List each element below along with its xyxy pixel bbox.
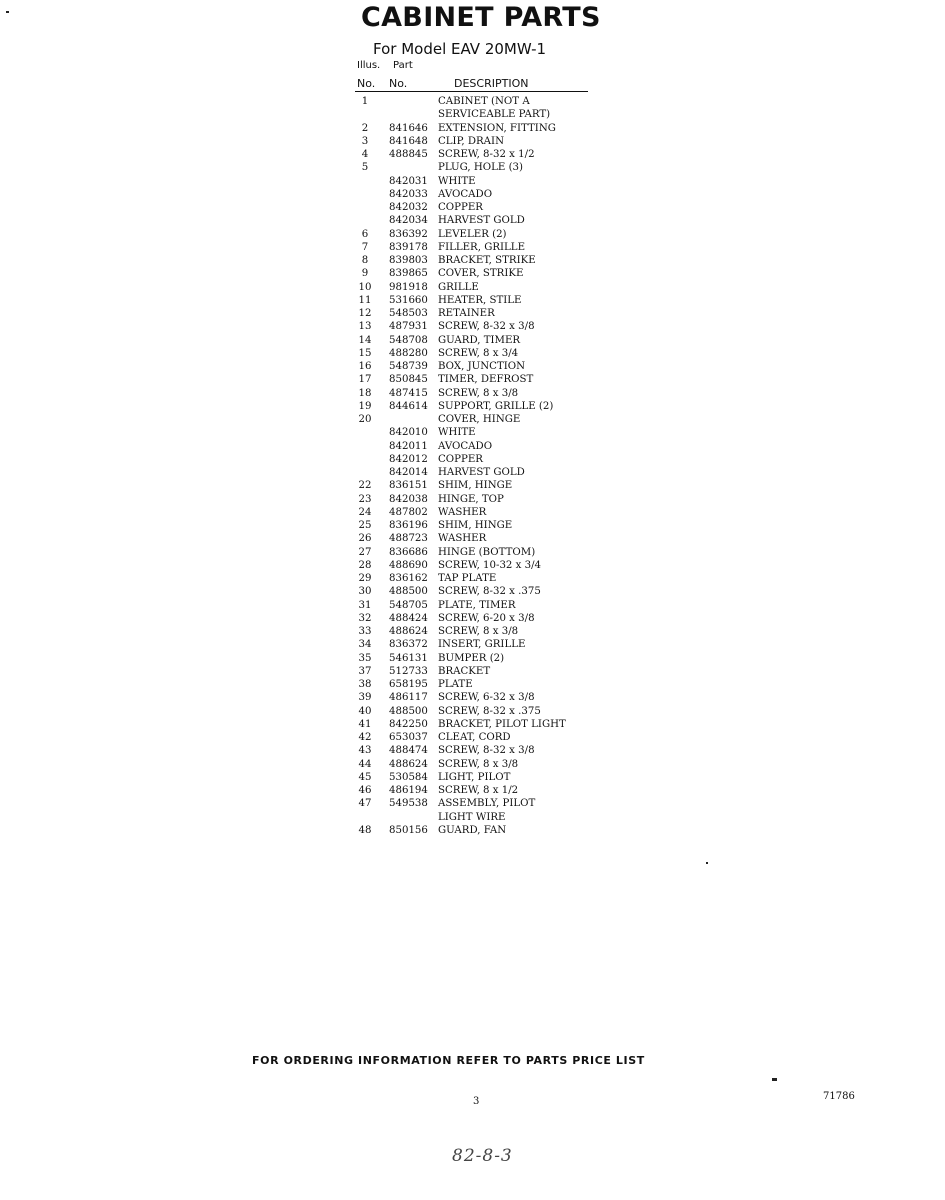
part-number: 488624	[389, 626, 428, 637]
illus-number: 16	[358, 361, 372, 372]
illus-number: 30	[358, 586, 372, 598]
part-number: 842010	[389, 427, 428, 439]
part-description: TAP PLATE	[438, 573, 497, 584]
illus-number: 28	[358, 559, 372, 571]
part-number: 549538	[389, 798, 428, 810]
part-description: SERVICEABLE PART)	[438, 109, 551, 121]
part-number: 548503	[389, 308, 428, 319]
illus-number: 31	[358, 599, 372, 611]
parts-row	[355, 453, 595, 466]
parts-row	[355, 320, 595, 333]
illus-number: 15	[358, 347, 372, 359]
part-header-label: Part	[393, 60, 413, 71]
part-description: SCREW, 8-32 x .375	[438, 586, 541, 598]
part-number: 842011	[389, 440, 428, 452]
part-number: 531660	[389, 294, 428, 306]
parts-row	[355, 479, 595, 492]
part-number: 836162	[389, 573, 428, 584]
parts-row	[355, 95, 595, 108]
part-description: PLATE	[438, 679, 473, 690]
part-number: 488624	[389, 758, 428, 770]
part-description: SCREW, 8-32 x 1/2	[438, 149, 535, 160]
part-description: SCREW, 8 x 3/8	[438, 387, 519, 399]
part-description: GRILLE	[438, 281, 479, 293]
part-description: SCREW, 6-32 x 3/8	[438, 692, 535, 704]
parts-row	[355, 413, 595, 426]
part-description: WASHER	[438, 533, 487, 545]
parts-row	[355, 135, 595, 148]
part-number: 488280	[389, 347, 428, 359]
part-description: BRACKET, PILOT LIGHT	[438, 718, 566, 730]
description-header: DESCRIPTION	[454, 77, 529, 90]
part-description: CABINET (NOT A	[438, 96, 530, 107]
document-number: 71786	[823, 1091, 855, 1102]
part-description: SCREW, 8-32 x 3/8	[438, 321, 535, 333]
illus-number: 42	[358, 732, 372, 743]
part-number: 844614	[389, 400, 428, 412]
illus-number: 25	[358, 520, 372, 531]
part-number: 841646	[389, 122, 428, 134]
part-number: 546131	[389, 652, 428, 664]
illus-number: 20	[358, 414, 372, 425]
illus-number: 39	[358, 692, 372, 704]
part-number: 512733	[389, 665, 428, 677]
parts-row	[355, 201, 595, 214]
illus-number: 10	[358, 281, 372, 293]
part-description: COVER, HINGE	[438, 414, 521, 425]
parts-row	[355, 267, 595, 280]
illus-number: 3	[361, 135, 369, 147]
part-description: CLIP, DRAIN	[438, 135, 504, 147]
parts-list	[355, 95, 595, 837]
part-number: 842032	[389, 202, 428, 213]
header-rule	[355, 91, 588, 92]
part-description: WHITE	[438, 175, 476, 187]
illus-number: 48	[358, 824, 372, 836]
illus-number: 6	[361, 228, 369, 240]
parts-row	[355, 347, 595, 360]
parts-row	[355, 294, 595, 307]
parts-row	[355, 387, 595, 400]
part-description: COPPER	[438, 202, 483, 213]
part-number: 488723	[389, 533, 428, 545]
part-number: 488500	[389, 586, 428, 598]
part-number: 488474	[389, 745, 428, 757]
scan-speck	[772, 1078, 777, 1081]
parts-row	[355, 373, 595, 386]
part-description: LIGHT WIRE	[438, 811, 506, 823]
part-description: AVOCADO	[438, 188, 493, 200]
illus-no-header: No.	[357, 77, 376, 90]
parts-row	[355, 572, 595, 585]
parts-row	[355, 625, 595, 638]
part-number: 842250	[389, 718, 428, 730]
scan-speck	[706, 862, 708, 864]
part-description: SCREW, 8-32 x 3/8	[438, 745, 535, 757]
illus-number: 4	[361, 149, 369, 160]
illus-number: 11	[358, 294, 372, 306]
part-description: BRACKET, STRIKE	[438, 255, 536, 266]
part-description: PLUG, HOLE (3)	[438, 162, 524, 174]
page-title: CABINET PARTS	[361, 2, 601, 33]
part-description: BRACKET	[438, 665, 491, 677]
part-number: 836196	[389, 520, 428, 531]
parts-row	[355, 228, 595, 241]
part-description: WHITE	[438, 427, 476, 439]
illus-number: 17	[358, 374, 372, 386]
part-description: BOX, JUNCTION	[438, 361, 526, 372]
part-number: 658195	[389, 679, 428, 690]
part-description: SCREW, 8 x 3/8	[438, 626, 519, 637]
part-number: 486117	[389, 692, 428, 704]
part-number: 850845	[389, 374, 428, 386]
parts-row	[355, 400, 595, 413]
illus-number: 5	[361, 162, 369, 174]
part-number: 842034	[389, 215, 428, 227]
parts-row	[355, 307, 595, 320]
illus-number: 1	[361, 96, 369, 107]
part-number: 839178	[389, 241, 428, 253]
part-number: 530584	[389, 771, 428, 783]
illus-number: 14	[358, 334, 372, 346]
parts-row	[355, 585, 595, 598]
parts-row	[355, 108, 595, 121]
part-number: 488690	[389, 559, 428, 571]
part-description: SCREW, 6-20 x 3/8	[438, 612, 535, 624]
part-description: ASSEMBLY, PILOT	[438, 798, 536, 810]
illus-header-label: Illus.	[357, 60, 381, 71]
part-number: 842031	[389, 175, 428, 187]
illus-number: 22	[358, 480, 372, 492]
parts-row	[355, 559, 595, 572]
parts-row	[355, 281, 595, 294]
parts-row	[355, 731, 595, 744]
part-description: EXTENSION, FITTING	[438, 122, 556, 134]
parts-row	[355, 758, 595, 771]
parts-row	[355, 718, 595, 731]
illus-number: 37	[358, 665, 372, 677]
part-no-header: No.	[389, 77, 408, 90]
illus-number: 12	[358, 308, 372, 319]
parts-row	[355, 546, 595, 559]
part-description: LEVELER (2)	[438, 228, 507, 240]
illus-number: 8	[361, 255, 369, 266]
part-description: GUARD, FAN	[438, 824, 507, 836]
part-description: COVER, STRIKE	[438, 268, 524, 280]
illus-number: 46	[358, 785, 372, 796]
part-description: HEATER, STILE	[438, 294, 522, 306]
parts-row	[355, 493, 595, 506]
parts-row	[355, 506, 595, 519]
parts-row	[355, 466, 595, 479]
part-description: AVOCADO	[438, 440, 493, 452]
parts-row	[355, 440, 595, 453]
illus-number: 47	[358, 798, 372, 810]
scan-speck	[6, 11, 9, 13]
part-number: 548708	[389, 334, 428, 346]
part-number: 839865	[389, 268, 428, 280]
part-description: LIGHT, PILOT	[438, 771, 511, 783]
part-description: HINGE, TOP	[438, 493, 504, 505]
parts-row	[355, 214, 595, 227]
part-description: SCREW, 8 x 3/8	[438, 758, 519, 770]
illus-number: 44	[358, 758, 372, 770]
handwritten-note: 82-8-3	[452, 1146, 513, 1166]
parts-row	[355, 599, 595, 612]
illus-number: 35	[358, 652, 372, 664]
part-description: SCREW, 10-32 x 3/4	[438, 559, 542, 571]
parts-row	[355, 241, 595, 254]
parts-row	[355, 122, 595, 135]
parts-row	[355, 678, 595, 691]
parts-row	[355, 771, 595, 784]
parts-row	[355, 665, 595, 678]
parts-row	[355, 161, 595, 174]
part-number: 842014	[389, 467, 428, 478]
part-description: TIMER, DEFROST	[438, 374, 534, 386]
parts-row	[355, 797, 595, 810]
part-number: 548739	[389, 361, 428, 372]
part-description: INSERT, GRILLE	[438, 639, 526, 651]
part-description: SCREW, 8 x 1/2	[438, 785, 519, 796]
parts-row	[355, 705, 595, 718]
part-description: GUARD, TIMER	[438, 334, 521, 346]
parts-row	[355, 744, 595, 757]
parts-row	[355, 652, 595, 665]
part-description: CLEAT, CORD	[438, 732, 511, 743]
parts-row	[355, 638, 595, 651]
illus-number: 13	[358, 321, 372, 333]
part-number: 842012	[389, 453, 428, 465]
part-number: 836392	[389, 228, 428, 240]
part-number: 842033	[389, 188, 428, 200]
part-number: 548705	[389, 599, 428, 611]
illus-number: 24	[358, 506, 372, 518]
parts-row	[355, 691, 595, 704]
illus-number: 2	[361, 122, 369, 134]
illus-number: 26	[358, 533, 372, 545]
part-description: SHIM, HINGE	[438, 520, 513, 531]
page-number: 3	[473, 1096, 480, 1107]
illus-number: 27	[358, 546, 372, 558]
illus-number: 40	[358, 705, 372, 717]
parts-row	[355, 148, 595, 161]
illus-number: 32	[358, 612, 372, 624]
part-number: 487802	[389, 506, 428, 518]
part-description: SHIM, HINGE	[438, 480, 513, 492]
part-description: SCREW, 8 x 3/4	[438, 347, 519, 359]
part-description: PLATE, TIMER	[438, 599, 516, 611]
part-number: 842038	[389, 493, 428, 505]
part-number: 981918	[389, 281, 428, 293]
illus-number: 33	[358, 626, 372, 637]
part-description: WASHER	[438, 506, 487, 518]
part-number: 841648	[389, 135, 428, 147]
parts-row	[355, 519, 595, 532]
part-number: 486194	[389, 785, 428, 796]
illus-number: 34	[358, 639, 372, 651]
illus-number: 23	[358, 493, 372, 505]
part-description: BUMPER (2)	[438, 652, 505, 664]
illus-number: 19	[358, 400, 372, 412]
illus-number: 43	[358, 745, 372, 757]
parts-row	[355, 188, 595, 201]
parts-row	[355, 811, 595, 824]
part-description: HINGE (BOTTOM)	[438, 546, 536, 558]
part-description: SUPPORT, GRILLE (2)	[438, 400, 554, 412]
illus-number: 29	[358, 573, 372, 584]
part-description: RETAINER	[438, 308, 495, 319]
part-number: 836151	[389, 480, 428, 492]
illus-number: 45	[358, 771, 372, 783]
part-description: FILLER, GRILLE	[438, 241, 526, 253]
part-number: 488424	[389, 612, 428, 624]
part-number: 839803	[389, 255, 428, 266]
part-description: COPPER	[438, 453, 483, 465]
parts-row	[355, 784, 595, 797]
part-number: 488845	[389, 149, 428, 160]
parts-row	[355, 824, 595, 837]
parts-row	[355, 532, 595, 545]
parts-row	[355, 334, 595, 347]
parts-row	[355, 175, 595, 188]
part-number: 487931	[389, 321, 428, 333]
part-number: 850156	[389, 824, 428, 836]
ordering-info-footer: FOR ORDERING INFORMATION REFER TO PARTS PRICE LIST	[252, 1054, 645, 1067]
model-subtitle: For Model EAV 20MW-1	[373, 40, 547, 58]
part-number: 653037	[389, 732, 428, 743]
illus-number: 38	[358, 679, 372, 690]
part-number: 836372	[389, 639, 428, 651]
illus-number: 18	[358, 387, 372, 399]
part-number: 488500	[389, 705, 428, 717]
illus-number: 9	[361, 268, 369, 280]
part-description: HARVEST GOLD	[438, 467, 525, 478]
parts-row	[355, 426, 595, 439]
parts-row	[355, 254, 595, 267]
parts-row	[355, 612, 595, 625]
part-number: 487415	[389, 387, 428, 399]
illus-number: 41	[358, 718, 372, 730]
parts-row	[355, 360, 595, 373]
part-description: HARVEST GOLD	[438, 215, 525, 227]
part-number: 836686	[389, 546, 428, 558]
illus-number: 7	[361, 241, 369, 253]
part-description: SCREW, 8-32 x .375	[438, 705, 541, 717]
